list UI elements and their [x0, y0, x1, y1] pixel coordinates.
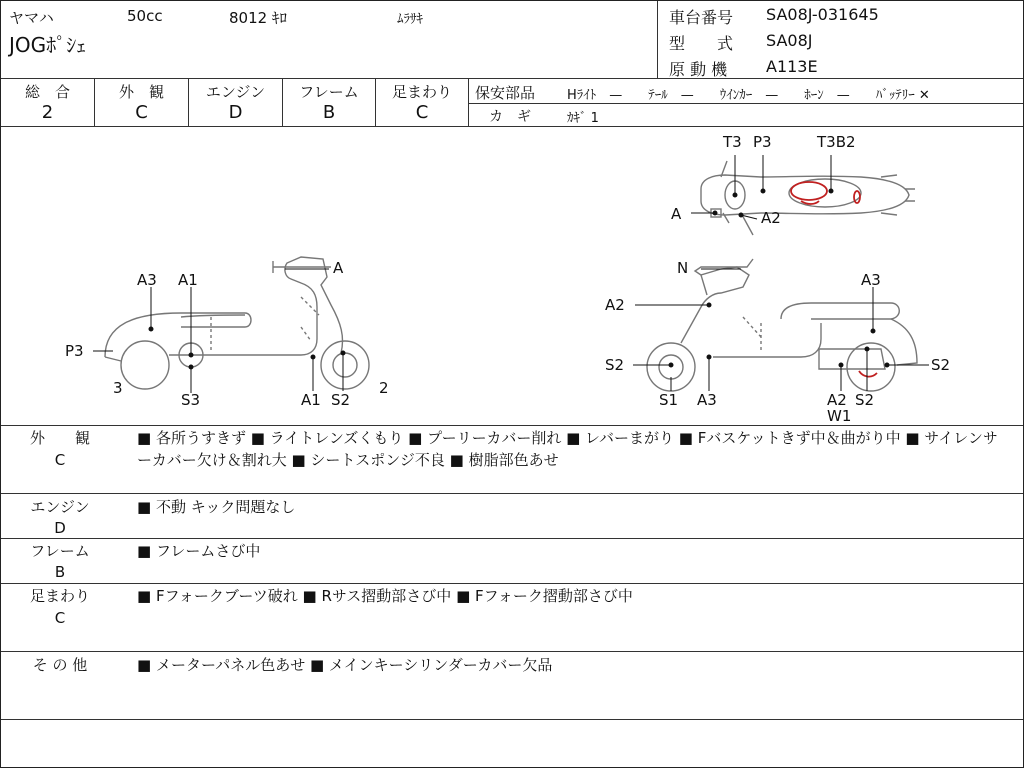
- safety-title: 保安部品: [475, 84, 536, 102]
- displacement: 50cc: [127, 7, 163, 25]
- label-a1: A1: [301, 391, 321, 409]
- header-divider: [657, 1, 658, 78]
- frame-no-label: 車台番号: [669, 8, 734, 27]
- label-n: N: [677, 259, 689, 277]
- grade-engine: [189, 79, 282, 125]
- engine-label: 原 動 機: [669, 60, 728, 79]
- section-suspension-text: ■ Fフォークブーツ破れ ■ Rサス摺動部さび中 ■ Fフォーク摺動部さび中: [137, 587, 633, 605]
- label-p3: P3: [753, 133, 772, 151]
- label-3: 3: [113, 379, 123, 397]
- grade-value: C: [135, 102, 148, 123]
- label-a1: A1: [178, 271, 198, 289]
- mileage: 8012 ｷﾛ: [229, 9, 287, 27]
- frame-no: SA08J-031645: [766, 5, 879, 24]
- key-label: カ ギ: [489, 109, 531, 125]
- label-s1: S1: [659, 391, 679, 409]
- grade-value: D: [228, 102, 243, 123]
- label-p3: P3: [65, 342, 84, 360]
- section-suspension-label: 足まわり: [29, 587, 90, 605]
- label-s2: S2: [855, 391, 875, 409]
- grade-suspension: [376, 79, 468, 125]
- grade-label: フレーム: [299, 83, 359, 101]
- grade-value: B: [322, 102, 336, 123]
- grade-value: 2: [41, 102, 54, 123]
- label-a3: A3: [861, 271, 881, 289]
- label-a: A: [333, 259, 344, 277]
- label-s3: S3: [181, 391, 201, 409]
- grade-exterior: [95, 79, 188, 125]
- label-t3b2: T3B2: [817, 133, 856, 151]
- label-a3: A3: [137, 271, 157, 289]
- type-label: 型 式: [669, 34, 734, 53]
- section-frame-grade: B: [54, 563, 66, 581]
- grade-label: 総 合: [24, 83, 70, 101]
- scooter-top-view: [701, 161, 915, 235]
- safety-items: Hﾗｲﾄ — ﾃｰﾙ — ｳｲﾝｶｰ — ﾎｰﾝ — ﾊﾞｯﾃﾘｰ ✕: [567, 88, 930, 103]
- grade-frame: [283, 79, 375, 125]
- section-other-text: ■ メーターパネル色あせ ■ メインキーシリンダーカバー欠品: [137, 656, 553, 674]
- grade-overall: [1, 79, 94, 125]
- label-a2: A2: [761, 209, 781, 227]
- label-t3: T3: [723, 133, 742, 151]
- label-w1: W1: [827, 407, 852, 425]
- section-frame-label: フレーム: [30, 542, 90, 560]
- section-suspension-grade: C: [54, 609, 66, 627]
- key-value: ｶｷﾞ 1: [567, 111, 599, 126]
- section-exterior-grade: C: [54, 451, 66, 469]
- grade-label: 足まわり: [391, 83, 452, 101]
- section-engine-text: ■ 不動 キック問題なし: [137, 498, 296, 516]
- section-frame-text: ■ フレームさび中: [137, 542, 261, 560]
- label-a2: A2: [605, 296, 625, 314]
- grade-label: 外 観: [118, 83, 164, 101]
- type-value: SA08J: [766, 31, 813, 50]
- label-a3: A3: [697, 391, 717, 409]
- label-a2: A2: [827, 391, 847, 409]
- color: ﾑﾗｻｷ: [397, 12, 423, 27]
- model-name: JOGﾎﾟｼｪ: [9, 33, 87, 57]
- section-other-label: そ の 他: [32, 656, 88, 674]
- grade-value: C: [415, 102, 429, 123]
- label-a: A: [671, 205, 682, 223]
- label-s2: S2: [605, 356, 625, 374]
- label-s2: S2: [931, 356, 951, 374]
- maker: ヤマハ: [9, 9, 54, 27]
- section-exterior-label: 外 観: [29, 429, 90, 447]
- grade-label: エンジン: [205, 83, 266, 101]
- section-engine-label: エンジン: [30, 498, 90, 516]
- engine-value: A113E: [766, 57, 818, 76]
- section-exterior-text: ■ 各所うすきず ■ ライトレンズくもり ■ プーリーカバー削れ ■ レバーまがり ■ Fバスケットきず中＆曲がり中 ■ サイレンサーカバー欠け＆割れ大 ■ シートスポンジ不良 ■ 樹脂部色あせ: [137, 429, 998, 469]
- label-2: 2: [379, 379, 389, 397]
- damage-diagram: [1, 127, 1023, 425]
- label-s2: S2: [331, 391, 351, 409]
- section-engine-grade: D: [54, 519, 66, 537]
